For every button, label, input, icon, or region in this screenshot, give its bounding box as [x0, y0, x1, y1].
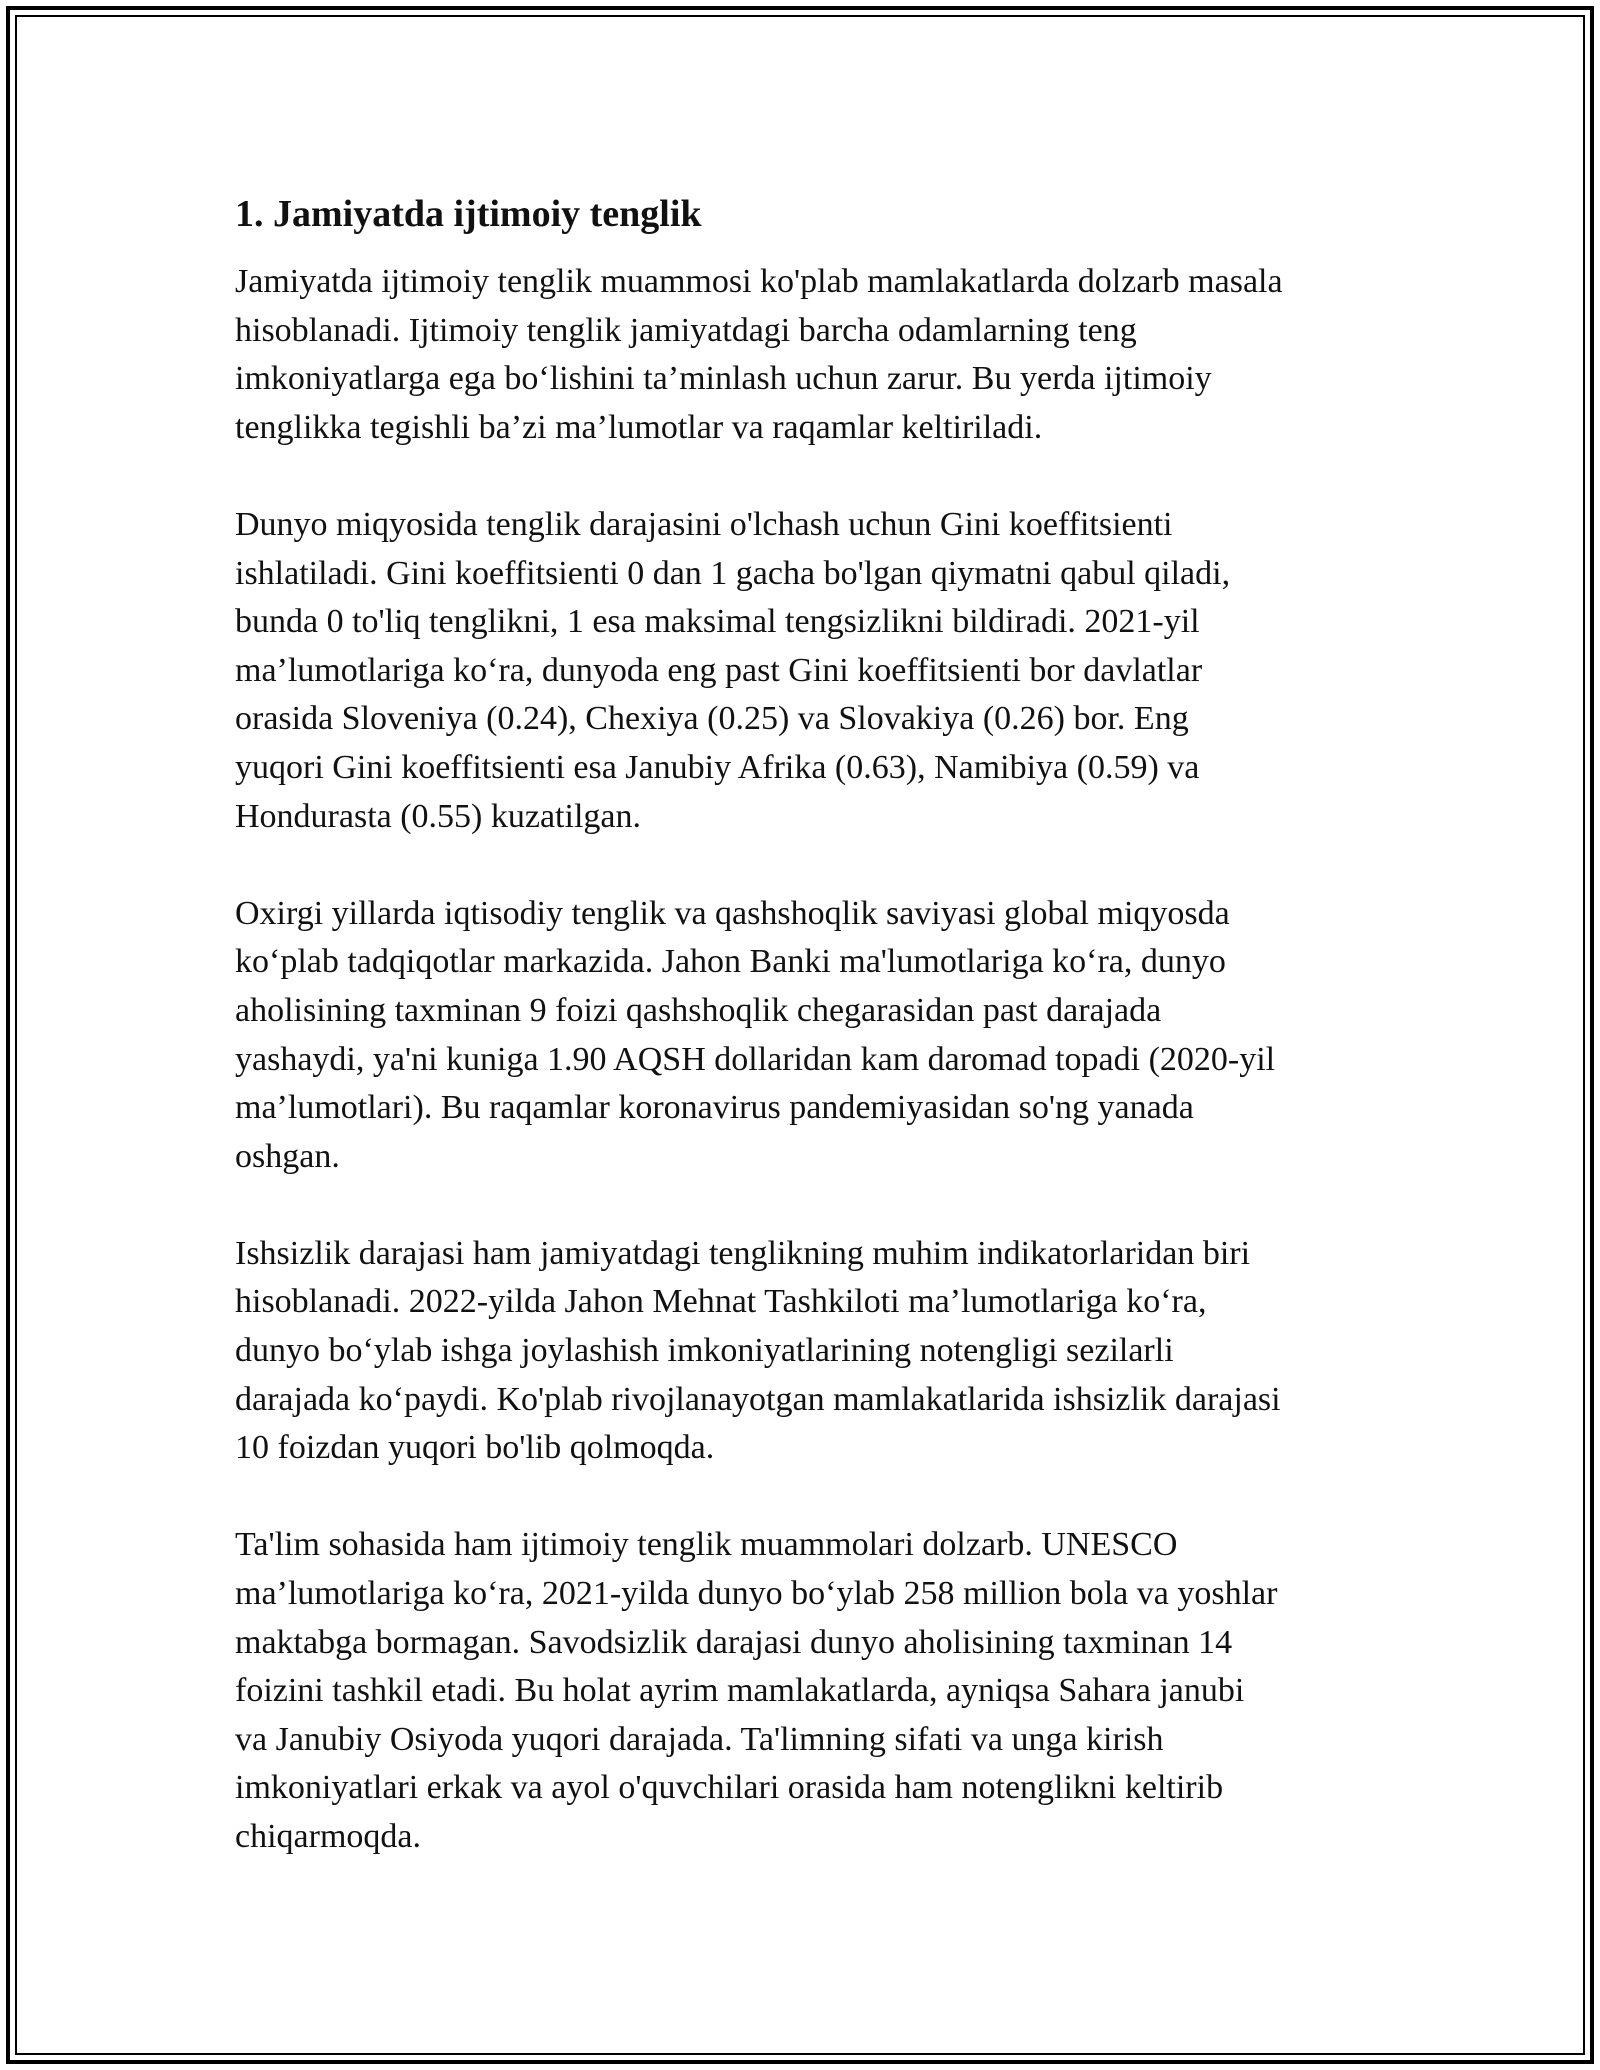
section-heading: 1. Jamiyatda ijtimoiy tenglik: [235, 193, 702, 235]
paragraph-intro: Jamiyatda ijtimoiy tenglik muammosi ko'plab mamlakatlarda dolzarb masala hisoblanadi. Ijtimoiy tenglik jamiyatdagi barcha odamlarning teng imkoniyatlarga ega bo‘lishini ta’minlash uchun zarur. Bu yerda ijtimoiy tenglikka tegishli ba’zi ma’lumotlar va raqamlar keltiriladi.: [235, 263, 1283, 446]
paragraph-gini: Dunyo miqyosida tenglik darajasini o'lchash uchun Gini koeffitsienti ishlatiladi. Gini koeffitsienti 0 dan 1 gacha bo'lgan qiymatni qabul qiladi, bunda 0 to'liq tenglikni, 1 esa maksimal tengsizlikni bildiradi. 2021-yil ma’lumotlariga ko‘ra, dunyoda eng past Gini koeffitsienti bor davlatlar orasida Sloveniya (0.24), Chexiya (0.25) va Slovakiya (0.26) bor. Eng yuqori Gini koeffitsienti esa Janubiy Afrika (0.63), Namibiya (0.59) va Hondurasta (0.55) kuzatilgan.: [235, 505, 1231, 835]
paragraph-poverty: Oxirgi yillarda iqtisodiy tenglik va qashshoqlik saviyasi global miqyosda ko‘plab tadqiqotlar markazida. Jahon Banki ma'lumotlariga ko‘ra, dunyo aholisining taxminan 9 foizi qashshoqlik chegarasidan past darajada yashaydi, ya'ni kuniga 1.90 AQSH dollaridan kam daromad topadi (2020-yil ma’lumotlari). Bu raqamlar koronavirus pandemiyasidan so'ng yanada oshgan.: [235, 894, 1276, 1175]
paragraph-education: Ta'lim sohasida ham ijtimoiy tenglik muammolari dolzarb. UNESCO ma’lumotlariga ko‘ra, 2021-yilda dunyo bo‘ylab 258 million bola va yoshlar maktabga bormagan. Savodsizlik darajasi dunyo aholisining taxminan 14 foizini tashkil etadi. Bu holat ayrim mamlakatlarda, ayniqsa Sahara janubi va Janubiy Osiyoda yuqori darajada. Ta'limning sifati va unga kirish imkoniyatlari erkak va ayol o'quvchilari orasida ham notenglikni keltirib chiqarmoqda.: [235, 1526, 1278, 1855]
document-body: [235, 188, 1375, 1910]
paragraph-unemployment: Ishsizlik darajasi ham jamiyatdagi tenglikning muhim indikatorlaridan biri hisoblanadi. 2022-yilda Jahon Mehnat Tashkiloti ma’lumotlariga ko‘ra, dunyo bo‘ylab ishga joylashish imkoniyatlarining notengligi sezilarli darajada ko‘paydi. Ko'plab rivojlanayotgan mamlakatlarida ishsizlik darajasi 10 foizdan yuqori bo'lib qolmoqda.: [235, 1234, 1281, 1467]
